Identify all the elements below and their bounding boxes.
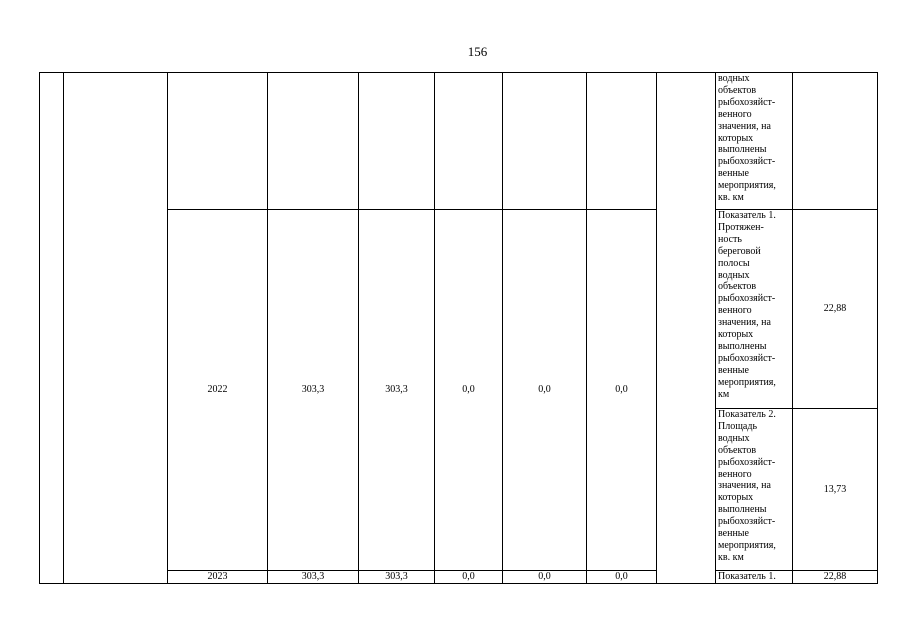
- table-row: [40, 73, 878, 210]
- local-cell: [503, 73, 587, 210]
- indicator-value-cell: 22,88: [793, 571, 878, 584]
- number-cell: [40, 73, 64, 584]
- total-cell: [268, 73, 359, 210]
- indicator-value-cell: 22,88: [793, 210, 878, 409]
- name-cell: [64, 73, 168, 584]
- indicator-cell: Показатель 1. Протяжен- ность береговой полосы водных объектов рыбохозяйст- венного значения, на которых выполнены рыбохозяйст- венные мероприятия, км: [716, 210, 793, 409]
- other-cell: 0,0: [587, 571, 657, 584]
- year-cell: 2023: [168, 571, 268, 584]
- regional-cell: 0,0: [435, 210, 503, 571]
- program-table: [39, 72, 878, 584]
- indicator-value-cell: 13,73: [793, 409, 878, 571]
- total-cell: 303,3: [268, 210, 359, 571]
- local-cell: 0,0: [503, 210, 587, 571]
- federal-cell: 303,3: [359, 571, 435, 584]
- indicator-cell: Показатель 1.: [716, 571, 793, 584]
- executor-cell: [657, 73, 716, 584]
- indicator-value-cell: [793, 73, 878, 210]
- other-cell: 0,0: [587, 210, 657, 571]
- federal-cell: [359, 73, 435, 210]
- other-cell: [587, 73, 657, 210]
- federal-cell: 303,3: [359, 210, 435, 571]
- local-cell: 0,0: [503, 571, 587, 584]
- regional-cell: [435, 73, 503, 210]
- page-number: 156: [467, 44, 488, 59]
- indicator-cell: водных объектов рыбохозяйст- венного значения, на которых выполнены рыбохозяйст- венные мероприятия, кв. км: [716, 73, 793, 210]
- regional-cell: 0,0: [435, 571, 503, 584]
- year-cell: [168, 73, 268, 210]
- year-cell: 2022: [168, 210, 268, 571]
- indicator-cell: Показатель 2. Площадь водных объектов рыбохозяйст- венного значения, на которых выполнены рыбохозяйст- венные мероприятия, кв. км: [716, 409, 793, 571]
- total-cell: 303,3: [268, 571, 359, 584]
